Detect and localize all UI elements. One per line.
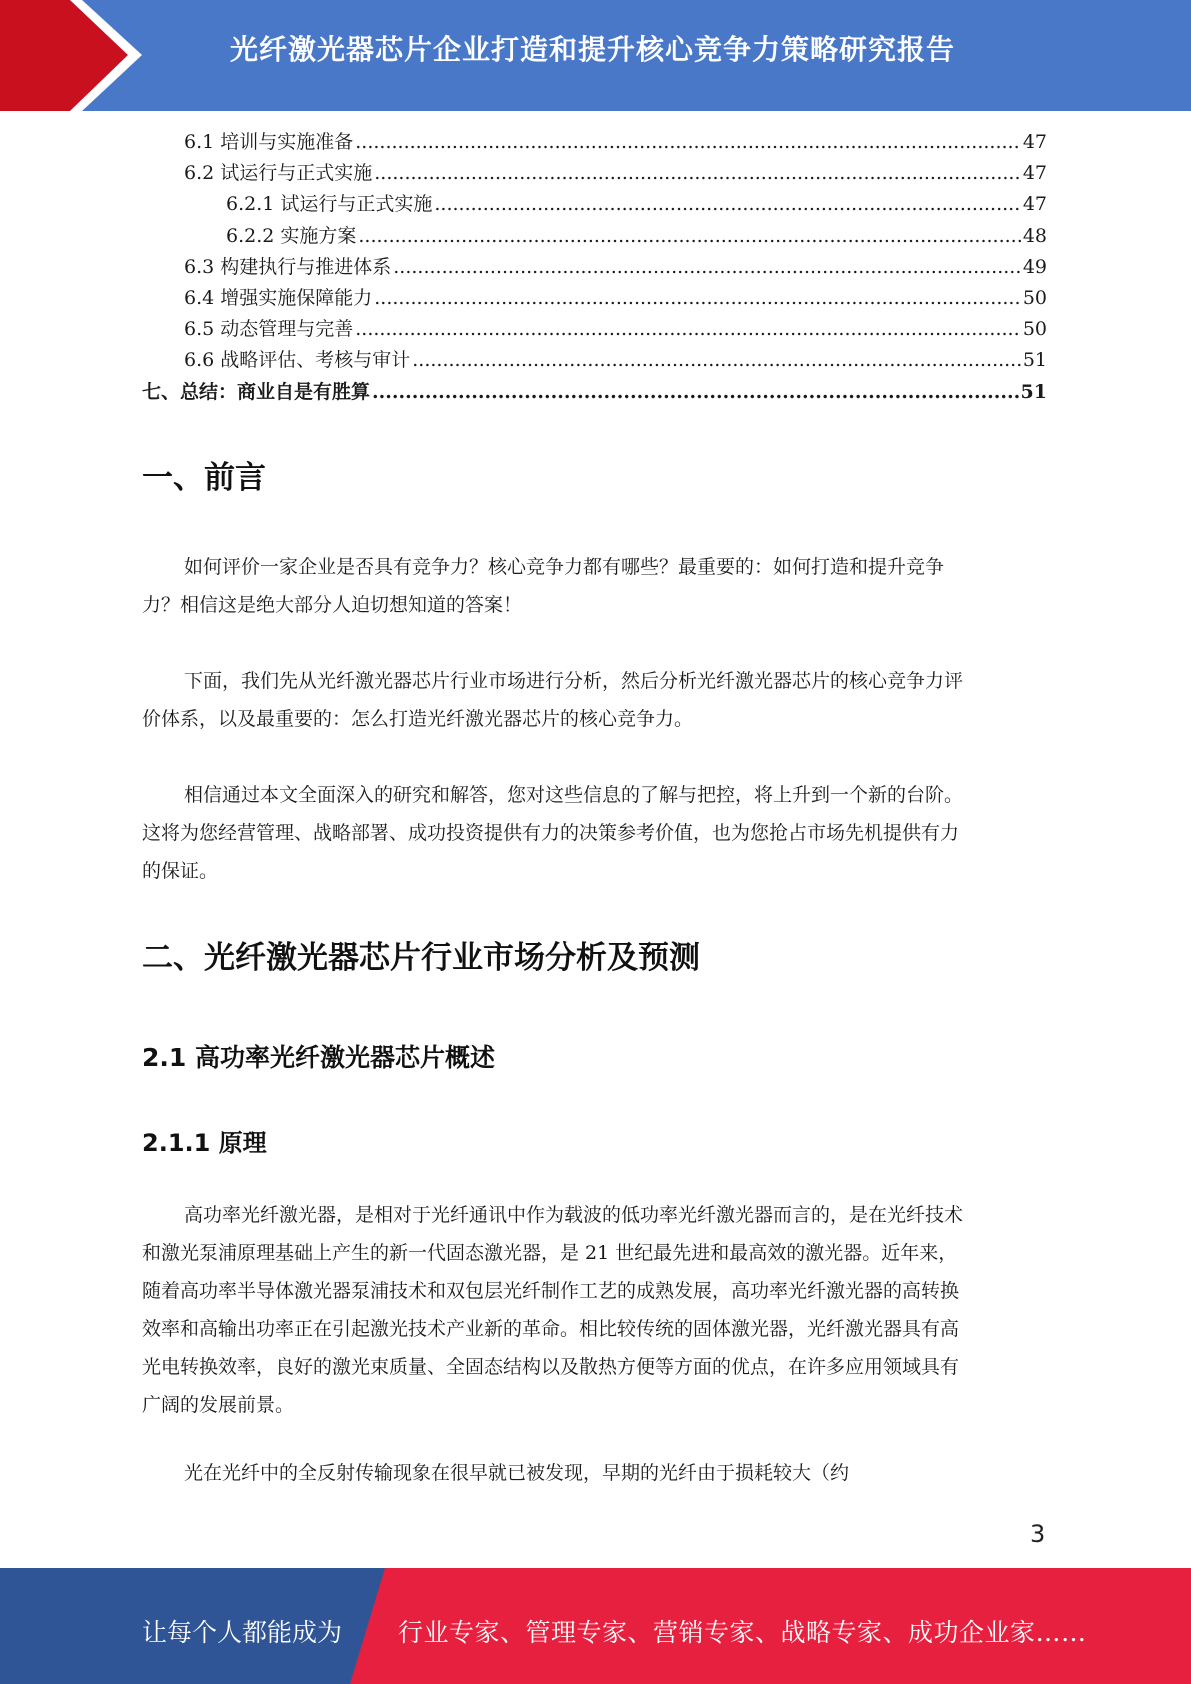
toc-leader xyxy=(374,162,1021,184)
toc-entry-label: 6.3 构建执行与推进体系 xyxy=(184,255,392,278)
paragraph-line: 的保证。 xyxy=(142,860,219,882)
paragraph-line: 效率和高输出功率正在引起激光技术产业新的革命。相比较传统的固体激光器，光纤激光器具有高 xyxy=(142,1318,960,1340)
toc-leader xyxy=(355,131,1021,153)
footer-slogan-right: 行业专家、管理专家、营销专家、战略专家、成功企业家…… xyxy=(398,1618,1087,1647)
toc-entry-label: 七、总结：商业自是有胜算 xyxy=(142,380,371,403)
toc-entry[interactable] xyxy=(142,158,1047,189)
toc-entry[interactable] xyxy=(142,127,1047,158)
toc-leader xyxy=(374,287,1021,309)
paragraph-line: 相信通过本文全面深入的研究和解答，您对这些信息的了解与把控，将上升到一个新的台阶。 xyxy=(184,784,964,806)
toc-entry[interactable] xyxy=(142,189,1047,220)
toc-entry[interactable] xyxy=(142,314,1047,345)
toc-entry-label: 6.4 增强实施保障能力 xyxy=(184,286,373,309)
toc-entry[interactable] xyxy=(142,283,1047,314)
toc-leader xyxy=(372,381,1019,403)
subsubsection-heading-principle: 2.1.1 原理 xyxy=(142,1129,267,1157)
paragraph-line: 广阔的发展前景。 xyxy=(142,1394,295,1416)
toc-entry-page: 50 xyxy=(1022,286,1047,309)
toc-entry-page: 51 xyxy=(1020,380,1047,403)
toc-entry[interactable] xyxy=(142,345,1047,376)
toc-leader xyxy=(393,256,1021,278)
toc-entry-page: 48 xyxy=(1022,224,1047,247)
toc-leader xyxy=(412,349,1021,371)
toc-leader xyxy=(355,318,1021,340)
toc-entry[interactable] xyxy=(142,377,1047,408)
paragraph-line: 这将为您经营管理、战略部署、成功投资提供有力的决策参考价值，也为您抢占市场先机提供有力 xyxy=(142,822,960,844)
toc-entry-label: 6.2 试运行与正式实施 xyxy=(184,162,373,185)
toc-entry[interactable] xyxy=(142,221,1047,252)
toc-entry-label: 6.2.1 试运行与正式实施 xyxy=(226,193,433,216)
footer-slogan-left: 让每个人都能成为 xyxy=(142,1618,343,1647)
toc-entry-label: 6.5 动态管理与完善 xyxy=(184,318,354,341)
toc-entry-page: 47 xyxy=(1022,162,1047,185)
paragraph-line: 下面，我们先从光纤激光器芯片行业市场进行分析，然后分析光纤激光器芯片的核心竞争力评 xyxy=(184,670,964,692)
paragraph-line: 高功率光纤激光器，是相对于光纤通讯中作为载波的低功率光纤激光器而言的，是在光纤技术 xyxy=(184,1204,964,1226)
paragraph-line: 光在光纤中的全反射传输现象在很早就已被发现，早期的光纤由于损耗较大（约 xyxy=(184,1462,850,1484)
page-header xyxy=(0,0,1191,111)
toc-entry-page: 47 xyxy=(1022,131,1047,153)
section-heading-preface: 一、前言 xyxy=(142,460,266,496)
toc-entry-page: 51 xyxy=(1022,349,1047,372)
paragraph-line: 随着高功率半导体激光器泵浦技术和双包层光纤制作工艺的成熟发展，高功率光纤激光器的高转换 xyxy=(142,1280,960,1302)
subsection-heading-overview: 2.1 高功率光纤激光器芯片概述 xyxy=(142,1043,495,1072)
toc-entry-page: 49 xyxy=(1022,255,1047,278)
toc-entry-page: 47 xyxy=(1022,193,1047,216)
paragraph-line: 力？相信这是绝大部分人迫切想知道的答案！ xyxy=(142,594,523,616)
toc-leader xyxy=(434,193,1020,215)
toc-entry[interactable] xyxy=(142,252,1047,283)
paragraph-line: 价体系，以及最重要的：怎么打造光纤激光器芯片的核心竞争力。 xyxy=(142,708,694,730)
section-heading-market-analysis: 二、光纤激光器芯片行业市场分析及预测 xyxy=(142,940,700,976)
toc-entry-page: 50 xyxy=(1022,318,1047,341)
toc-entry-label: 6.6 战略评估、考核与审计 xyxy=(184,349,411,372)
paragraph-line: 如何评价一家企业是否具有竞争力？核心竞争力都有哪些？最重要的：如何打造和提升竞争 xyxy=(184,556,945,578)
table-of-contents xyxy=(142,127,1047,408)
header-arrow-decoration xyxy=(0,0,180,111)
toc-entry-label: 6.2.2 实施方案 xyxy=(226,224,357,247)
paragraph-line: 和激光泵浦原理基础上产生的新一代固态激光器，是 21 世纪最先进和最高效的激光器。近年来， xyxy=(142,1242,958,1264)
paragraph-line: 光电转换效率，良好的激光束质量、全固态结构以及散热方便等方面的优点，在许多应用领域具有 xyxy=(142,1356,960,1378)
report-title: 光纤激光器芯片企业打造和提升核心竞争力策略研究报告 xyxy=(230,33,956,66)
toc-leader xyxy=(358,225,1020,247)
page-footer xyxy=(0,1568,1191,1684)
page-number: 3 xyxy=(1030,1520,1046,1548)
toc-entry-label: 6.1 培训与实施准备 xyxy=(184,131,354,153)
